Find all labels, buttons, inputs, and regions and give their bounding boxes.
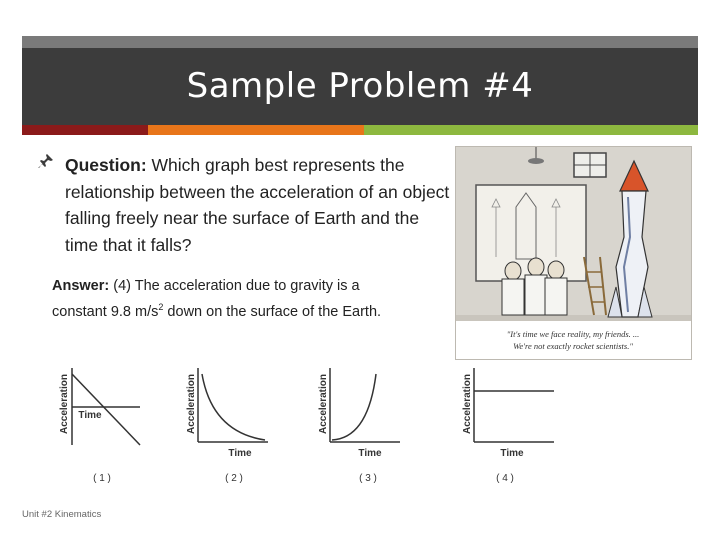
graph-3-xlabel: Time	[358, 448, 382, 459]
graph-1-number: ( 1 )	[93, 473, 111, 484]
graph-2-xlabel: Time	[228, 448, 252, 459]
title-bar	[22, 48, 698, 125]
graph-4-ylabel: Acceleration	[462, 373, 473, 435]
pushpin-icon	[38, 152, 54, 179]
accent-bar-red	[22, 125, 148, 135]
answer-body-end: down on the surface of the Earth.	[163, 303, 382, 320]
question-body: Which graph best represents the relationship between the acceleration of an object falling freely near the surface of Earth and the time that it falls?	[65, 155, 450, 255]
graph-1-ylabel: Acceleration	[59, 373, 70, 435]
graph-4-number: ( 4 )	[496, 473, 514, 484]
answer-block	[52, 276, 412, 323]
accent-bar-orange	[148, 125, 364, 135]
footer-text: Unit #2 Kinematics	[22, 509, 102, 520]
slide-title: Sample Problem #4	[186, 66, 534, 106]
answer-superscript: 2	[158, 302, 164, 312]
question-text	[65, 152, 453, 258]
accent-bar-green	[364, 125, 698, 135]
cartoon-image	[455, 146, 692, 360]
graph-3-number: ( 3 )	[359, 473, 377, 484]
graph-2-ylabel: Acceleration	[186, 373, 197, 435]
graph-1-xlabel: Time	[78, 410, 102, 421]
cartoon-caption-line1: "It's time we face reality, my friends. ...	[506, 329, 640, 339]
graph-1	[59, 368, 140, 484]
graph-2-number: ( 2 )	[225, 473, 243, 484]
answer-graphs	[50, 360, 570, 494]
graph-4-xlabel: Time	[500, 448, 524, 459]
answer-label: Answer:	[52, 278, 110, 294]
answer-body: (4) The acceleration due to gravity is a constant 9.8 m/s	[52, 278, 360, 320]
graph-4	[462, 368, 554, 484]
graph-2	[186, 368, 268, 484]
title-top-strip	[22, 36, 698, 48]
graph-3	[318, 368, 400, 484]
graph-3-ylabel: Acceleration	[318, 373, 329, 435]
question-block	[38, 152, 453, 258]
question-label: Question:	[65, 155, 147, 175]
cartoon-caption-line2: We're not exactly rocket scientists."	[513, 341, 633, 351]
